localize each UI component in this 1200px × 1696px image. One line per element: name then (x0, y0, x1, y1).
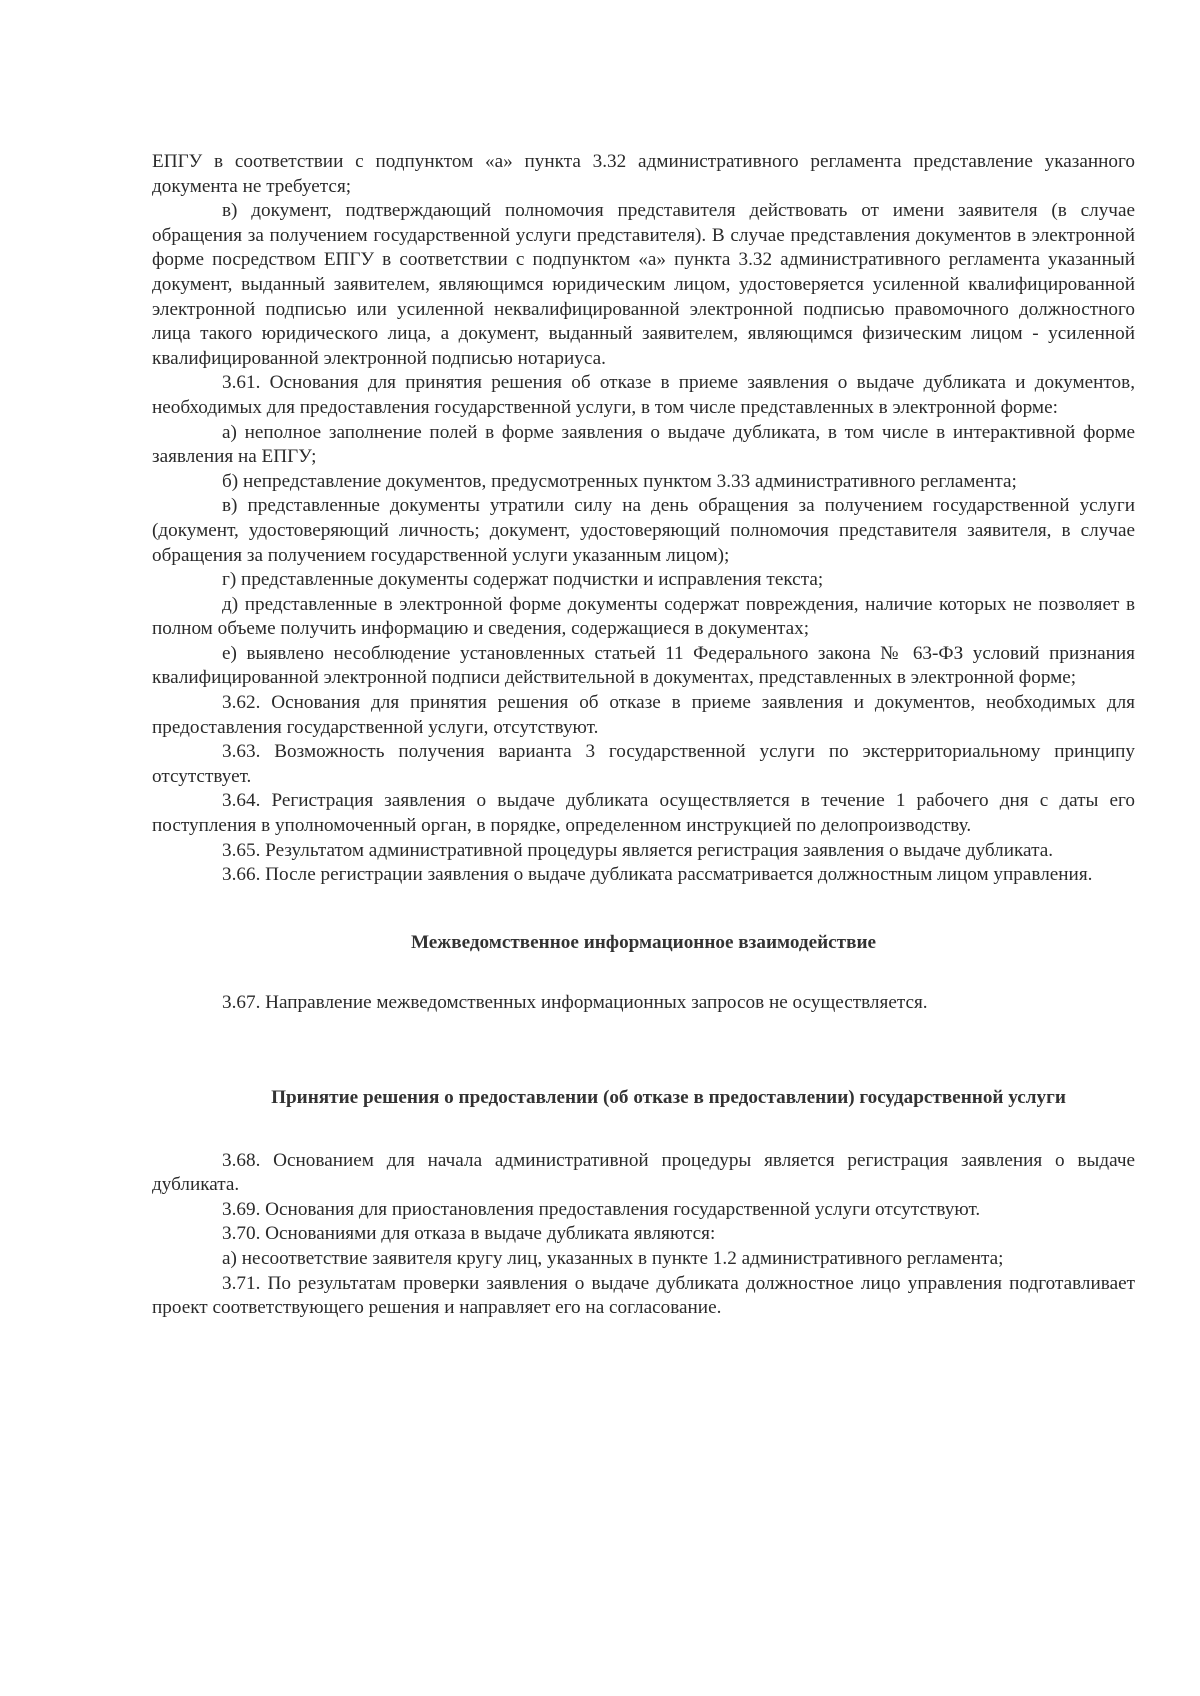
paragraph-3-71: 3.71. По результатам проверки заявления о выдаче дубликата должностное лицо управления подготавливает проект соответствующего решения и направляет его на согласование. (152, 1272, 1135, 1319)
paragraph-3-65: 3.65. Результатом административной процедуры является регистрация заявления о выдаче дубликата. (222, 839, 1054, 861)
paragraph-3-70-item-a: а) несоответствие заявителя кругу лиц, указанных в пункте 1.2 административного регламента; (222, 1247, 1004, 1269)
paragraph-item-v: в) представленные документы утратили силу на день обращения за получением государственной услуги (документ, удостоверяющий личность; документ, удостоверяющий полномочия представителя заявителя, в случае обращения за получением государственной услуги указанным лицом); (152, 495, 1135, 566)
paragraph-item-d: д) представленные в электронной форме документы содержат повреждения, наличие которых не позволяет в полном объеме получить информацию и сведения, содержащиеся в документах; (152, 593, 1135, 640)
paragraph-epgu-continuation: ЕПГУ в соответствии с подпунктом «а» пункта 3.32 административного регламента представление указанного документа не требуется; (152, 151, 1135, 197)
paragraph-item-a: а) неполное заполнение полей в форме заявления о выдаче дубликата, в том числе в интерактивной форме заявления на ЕПГУ; (152, 421, 1135, 468)
paragraph-3-70: 3.70. Основаниями для отказа в выдаче дубликата являются: (222, 1223, 716, 1245)
paragraph-3-61: 3.61. Основания для принятия решения об отказе в приеме заявления о выдаче дубликата и документов, необходимых для предоставления государственной услуги, в том числе представленных в электронной форме: (152, 372, 1135, 418)
paragraph-3-67: 3.67. Направление межведомственных информационных запросов не осуществляется. (222, 992, 928, 1014)
paragraph-item-g: г) представленные документы содержат подчистки и исправления текста; (222, 569, 824, 591)
paragraph-3-63: 3.63. Возможность получения варианта 3 государственной услуги по экстерриториальному принципу отсутствует. (152, 741, 1135, 787)
paragraph-3-69: 3.69. Основания для приостановления предоставления государственной услуги отсутствуют. (222, 1198, 981, 1220)
document-body (152, 150, 1135, 1321)
paragraph-3-62: 3.62. Основания для принятия решения об отказе в приеме заявления и документов, необходимых для предоставления государственной услуги, отсутствуют. (152, 692, 1135, 738)
paragraph-3-68: 3.68. Основанием для начала административной процедуры является регистрация заявления о выдаче дубликата. (152, 1149, 1135, 1196)
section-heading-interagency: Межведомственное информационное взаимодействие (410, 931, 877, 953)
paragraph-item-b: б) непредставление документов, предусмотренных пунктом 3.33 административного регламента; (222, 470, 1017, 492)
paragraph-item-v-representative: в) документ, подтверждающий полномочия представителя действовать от имени заявителя (в случае обращения за получением государственной услуги представителя). В случае представления документов в электронной форме посредством ЕПГУ в соответствии с подпунктом «а» пункта 3.32 административного регламента указанный документ, выданный заявителем, являющимся юридическим лицом, удостоверяется усиленной квалифицированной электронной подписью или усиленной неквалифицированной электронной подписью правомочного должностного лица такого юридического лица, а документ, выданный заявителем, являющимся физическим лицом - усиленной квалифицированной электронной подписью нотариуса. (152, 200, 1135, 369)
paragraph-3-64: 3.64. Регистрация заявления о выдаче дубликата осуществляется в течение 1 рабочего дня с даты его поступления в уполномоченный орган, в порядке, определенном инструкцией по делопроизводству. (152, 790, 1135, 837)
paragraph-item-e: е) выявлено несоблюдение установленных статьей 11 Федерального закона № 63-ФЗ условий признания квалифицированной электронной подписи действительной в документах, представленных в электронной форме; (152, 642, 1135, 689)
paragraph-3-66: 3.66. После регистрации заявления о выдаче дубликата рассматривается должностным лицом управления. (222, 864, 1093, 886)
section-heading-decision: Принятие решения о предоставлении (об отказе в предоставлении) государственной услуги (271, 1087, 1066, 1108)
